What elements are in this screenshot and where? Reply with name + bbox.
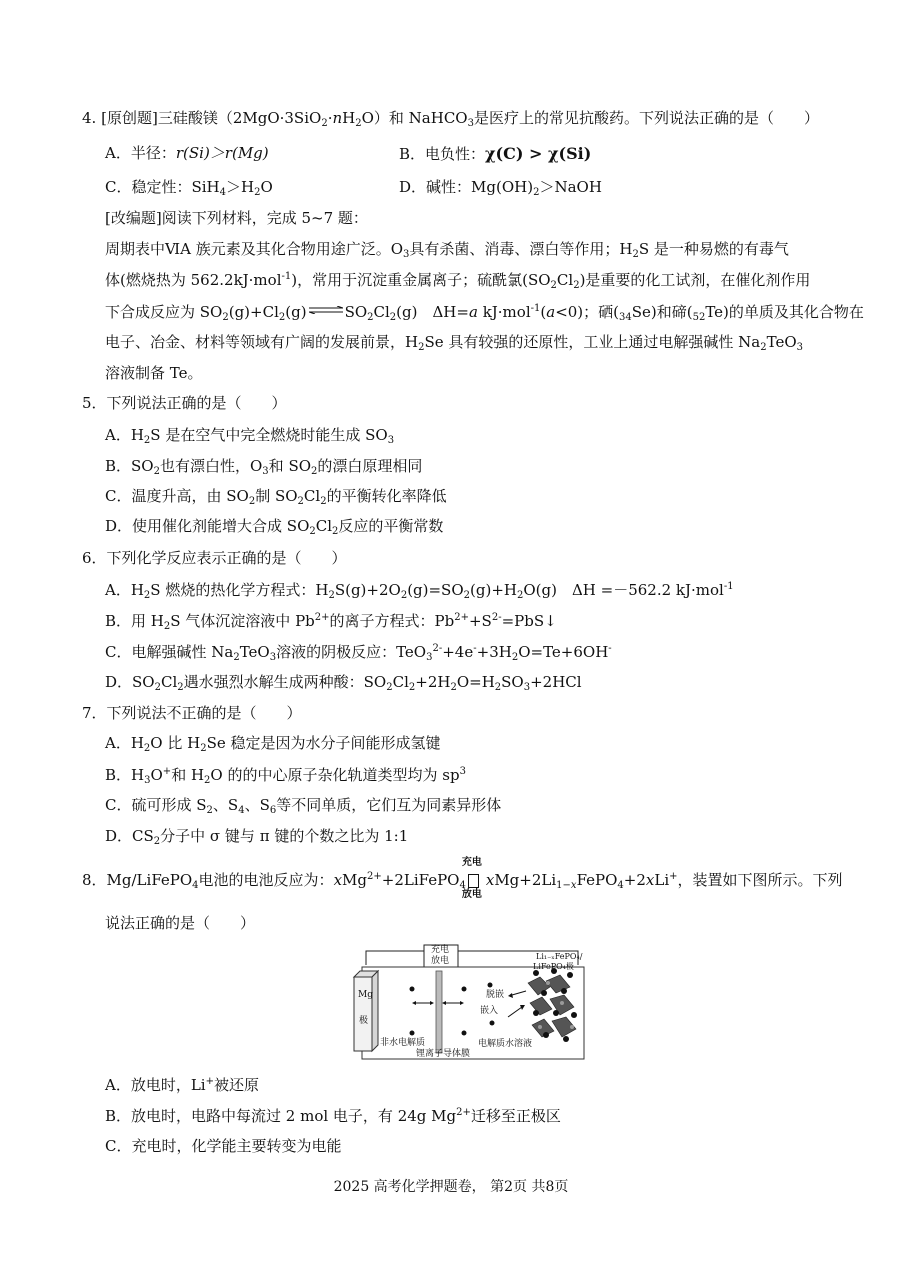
q4-option-a: A．半径：r(Si)＞r(Mg) — [105, 144, 269, 162]
q8-option-b: B．放电时，电路中每流过 2 mol 电子，有 24g $Mg^{2+}$迁移至正极区 — [105, 1107, 561, 1125]
q7-option-c: C．硫可形成 $S_2$、$S_4$、$S_6$等不同单质，它们互为同素异形体 — [105, 796, 502, 816]
q8-option-a: A．放电时，Li+被还原 — [105, 1076, 259, 1094]
mg-electrode-label: Mg — [358, 990, 373, 1000]
q5-option-b: B．$SO_2$也有漂白性，$O_3$和 $SO_2$的漂白原理相同 — [105, 457, 423, 477]
material-heading: [改编题]阅读下列材料，完成 5~7 题： — [105, 209, 368, 227]
battery-diagram — [350, 943, 595, 1063]
material-line-1: 周期表中ⅥA 族元素及其化合物用途广泛。$O_3$具有杀菌、消毒、漂白等作用；$H_2S$ 是一种易燃的有毒气 — [105, 240, 789, 260]
q7-option-d: D．$CS_2$分子中 σ 键与 π 键的个数之比为 1:1 — [105, 827, 409, 847]
q4-stem: 4. [原创题]三硅酸镁$(2MgO\cdot 3SiO_2\cdot nH_2O)$和 NaHCO$_3$是医疗上的常见抗酸药。下列说法正确的是（ ） — [82, 109, 819, 129]
switch-label-discharge: 放电 — [431, 956, 450, 966]
material-line-4: 电子、冶金、材料等领域有广阔的发展前景，$H_2Se$ 具有较强的还原性，工业上通过电解强碱性 $Na_2TeO_3$ — [105, 333, 803, 353]
q5-option-c: C．温度升高，由 $SO_2$制 $SO_2Cl_2$的平衡转化率降低 — [105, 487, 447, 507]
cathode-label-1: Li₁₋ₓFePO₄/ — [536, 952, 583, 961]
reversible-arrow-icon — [309, 302, 343, 317]
charge-discharge-arrow: 充电 放电 — [461, 857, 482, 900]
q4-option-d: D．碱性：$Mg(OH)_2>NaOH$ — [399, 178, 602, 198]
q4-option-c: C．稳定性：$SiH_4>H_2O$ — [105, 178, 273, 198]
q6-option-a: A．$H_2S$ 燃烧的热化学方程式：$H_2S(g)+2O_2(g)=SO_2(g)+H_2O(g)$ ΔH =－562.2 kJ·mol$^{-1}$ — [105, 581, 734, 601]
material-line-3: 下合成反应为 $SO_2(g)+Cl_2(g)$ $SO_2Cl_2(g)$ ΔH=a kJ·mol$^{-1}$(a<0)；硒$(_{34}Se)$和碲$(_{52}Te)$的单质及其化合物在 — [105, 303, 864, 323]
q8-option-c: C．充电时，化学能主要转变为电能 — [105, 1137, 342, 1155]
q5-option-a: A．$H_2S$ 是在空气中完全燃烧时能生成 $SO_3$ — [105, 426, 395, 446]
q5-option-d: D．使用催化剂能增大合成 $SO_2Cl_2$反应的平衡常数 — [105, 517, 444, 537]
membrane-label: 锂离子导体膜 — [416, 1049, 471, 1059]
q6-option-c: C．电解强碱性 $Na_2TeO_3$溶液的阴极反应：$TeO_3^{2-}+4e^-+3H_2O=Te+6OH^-$ — [105, 643, 612, 663]
aqueous-electrolyte-label: 电解质水溶液 — [478, 1039, 533, 1049]
q6-stem: 6．下列化学反应表示正确的是（ ） — [82, 549, 347, 567]
cathode-label-2: LiFePO₄极 — [533, 962, 574, 971]
q7-option-a: A．$H_2O$ 比 $H_2Se$ 稳定是因为水分子间能形成氢键 — [105, 734, 441, 754]
insert-label: 嵌入 — [480, 1006, 499, 1016]
q8-stem-line-1: 8．Mg/LiFePO$_4$电池的电池反应为：xMg$^{2+}$+2LiFePO$_4$ 充电 放电 $xMg+2Li_{1-x}FePO_4+2xLi^+$，装置如下图所示。下列 — [82, 857, 843, 900]
nonaqueous-electrolyte-label: 非水电解质 — [380, 1038, 426, 1048]
q7-stem: 7．下列说法不正确的是（ ） — [82, 704, 302, 722]
q5-stem: 5．下列说法正确的是（ ） — [82, 394, 287, 412]
q6-option-d: D．$SO_2Cl_2$遇水强烈水解生成两种酸：$SO_2Cl_2+2H_2O=H_2SO_3+2HCl$ — [105, 673, 582, 693]
switch-label-charge: 充电 — [431, 945, 450, 955]
q7-option-b: B．$H_3O^+$和 $H_2O$ 的的中心原子杂化轨道类型均为 $sp^3$ — [105, 766, 466, 786]
deinsert-label: 脱嵌 — [486, 990, 505, 1000]
q6-option-b: B．用 $H_2S$ 气体沉淀溶液中 $Pb^{2+}$的离子方程式：$Pb^{2+}+S^{2-}=PbS↓$ — [105, 612, 557, 632]
q4-option-b: B．电负性：χ(C) > χ(Si) — [399, 144, 592, 163]
page-footer: 2025 高考化学押题卷， 第2页 共8页 — [333, 1179, 569, 1195]
material-line-5: 溶液制备 Te。 — [105, 364, 203, 382]
mg-electrode-label-2: 极 — [359, 1016, 369, 1026]
material-line-2: 体(燃烧热为 562.2kJ·mol$^{-1}$)，常用于沉淀重金属离子；硫酰氯$(SO_2Cl_2)$是重要的化工试剂，在催化剂作用 — [105, 271, 811, 291]
q8-stem-line-2: 说法正确的是（ ） — [105, 914, 256, 932]
